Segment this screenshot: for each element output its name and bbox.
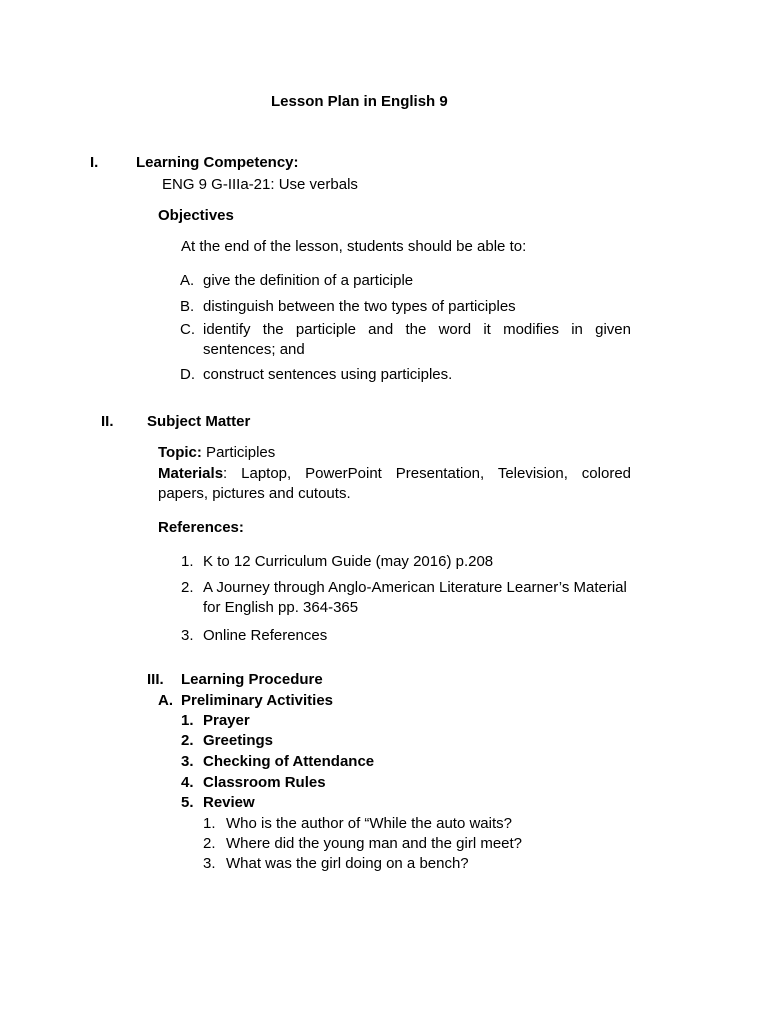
section-2-numeral: II. bbox=[101, 413, 114, 430]
review-question-number: 3. bbox=[203, 855, 216, 872]
objectives-intro: At the end of the lesson, students should be able to: bbox=[181, 238, 527, 255]
objective-letter: A. bbox=[180, 272, 195, 289]
section-3-heading: Learning Procedure bbox=[181, 671, 323, 688]
objective-letter: B. bbox=[180, 298, 195, 315]
reference-text bbox=[203, 578, 627, 618]
activity-number: 1. bbox=[181, 712, 194, 729]
topic-line bbox=[158, 443, 275, 463]
objective-text-line bbox=[203, 320, 631, 340]
reference-number: 3. bbox=[181, 627, 194, 644]
materials-line1 bbox=[158, 464, 631, 484]
reference-number: 2. bbox=[181, 579, 194, 596]
review-question-text: What was the girl doing on a bench? bbox=[226, 855, 469, 872]
competency-text: ENG 9 G-IIIa-21: Use verbals bbox=[162, 176, 358, 193]
objective-text: construct sentences using participles. bbox=[203, 366, 453, 383]
objectives-heading: Objectives bbox=[158, 207, 234, 224]
objective-letter: D. bbox=[180, 366, 195, 383]
activity-text: Checking of Attendance bbox=[203, 753, 375, 770]
reference-text: Online References bbox=[203, 627, 328, 644]
objective-text: give the definition of a participle bbox=[203, 272, 414, 289]
section-1-numeral: I. bbox=[90, 154, 99, 171]
materials-label: Materials bbox=[158, 465, 224, 482]
activity-text: Classroom Rules bbox=[203, 774, 326, 791]
section-1-heading: Learning Competency: bbox=[136, 154, 299, 171]
materials-line2: papers, pictures and cutouts. bbox=[158, 485, 351, 502]
reference-text-line1: A Journey through Anglo-American Literature Learner’s Material bbox=[203, 579, 627, 596]
activity-text: Prayer bbox=[203, 712, 250, 729]
reference-number: 1. bbox=[181, 553, 194, 570]
reference-text-line2: for English pp. 364-365 bbox=[203, 599, 359, 616]
review-question-text: Who is the author of “While the auto waits? bbox=[226, 815, 512, 832]
objective-text bbox=[203, 320, 631, 360]
section-3-numeral: III. bbox=[147, 671, 164, 688]
objective-text-line2: sentences; and bbox=[203, 341, 305, 358]
reference-text: K to 12 Curriculum Guide (may 2016) p.208 bbox=[203, 553, 494, 570]
review-question-text: Where did the young man and the girl meet? bbox=[226, 835, 523, 852]
objective-text-line1: identify the participle and the word it modifies in given bbox=[203, 321, 631, 338]
materials-text: : Laptop, PowerPoint Presentation, Television, colored bbox=[223, 465, 631, 482]
objective-text: distinguish between the two types of participles bbox=[203, 298, 516, 315]
activity-number: 4. bbox=[181, 774, 194, 791]
activity-text: Review bbox=[203, 794, 255, 811]
activity-number: 3. bbox=[181, 753, 194, 770]
activity-number: 5. bbox=[181, 794, 194, 811]
topic-label: Topic: bbox=[158, 444, 202, 461]
activity-text: Greetings bbox=[203, 732, 274, 749]
objective-letter: C. bbox=[180, 321, 195, 338]
review-question-number: 1. bbox=[203, 815, 216, 832]
section-2-heading: Subject Matter bbox=[147, 413, 251, 430]
review-question-number: 2. bbox=[203, 835, 216, 852]
subsection-heading: Preliminary Activities bbox=[181, 692, 334, 709]
activity-number: 2. bbox=[181, 732, 194, 749]
document-title: Lesson Plan in English 9 bbox=[271, 93, 448, 110]
materials-line bbox=[158, 464, 631, 504]
references-heading: References: bbox=[158, 519, 244, 536]
subsection-letter: A. bbox=[158, 692, 173, 709]
topic-value: Participles bbox=[201, 444, 276, 461]
